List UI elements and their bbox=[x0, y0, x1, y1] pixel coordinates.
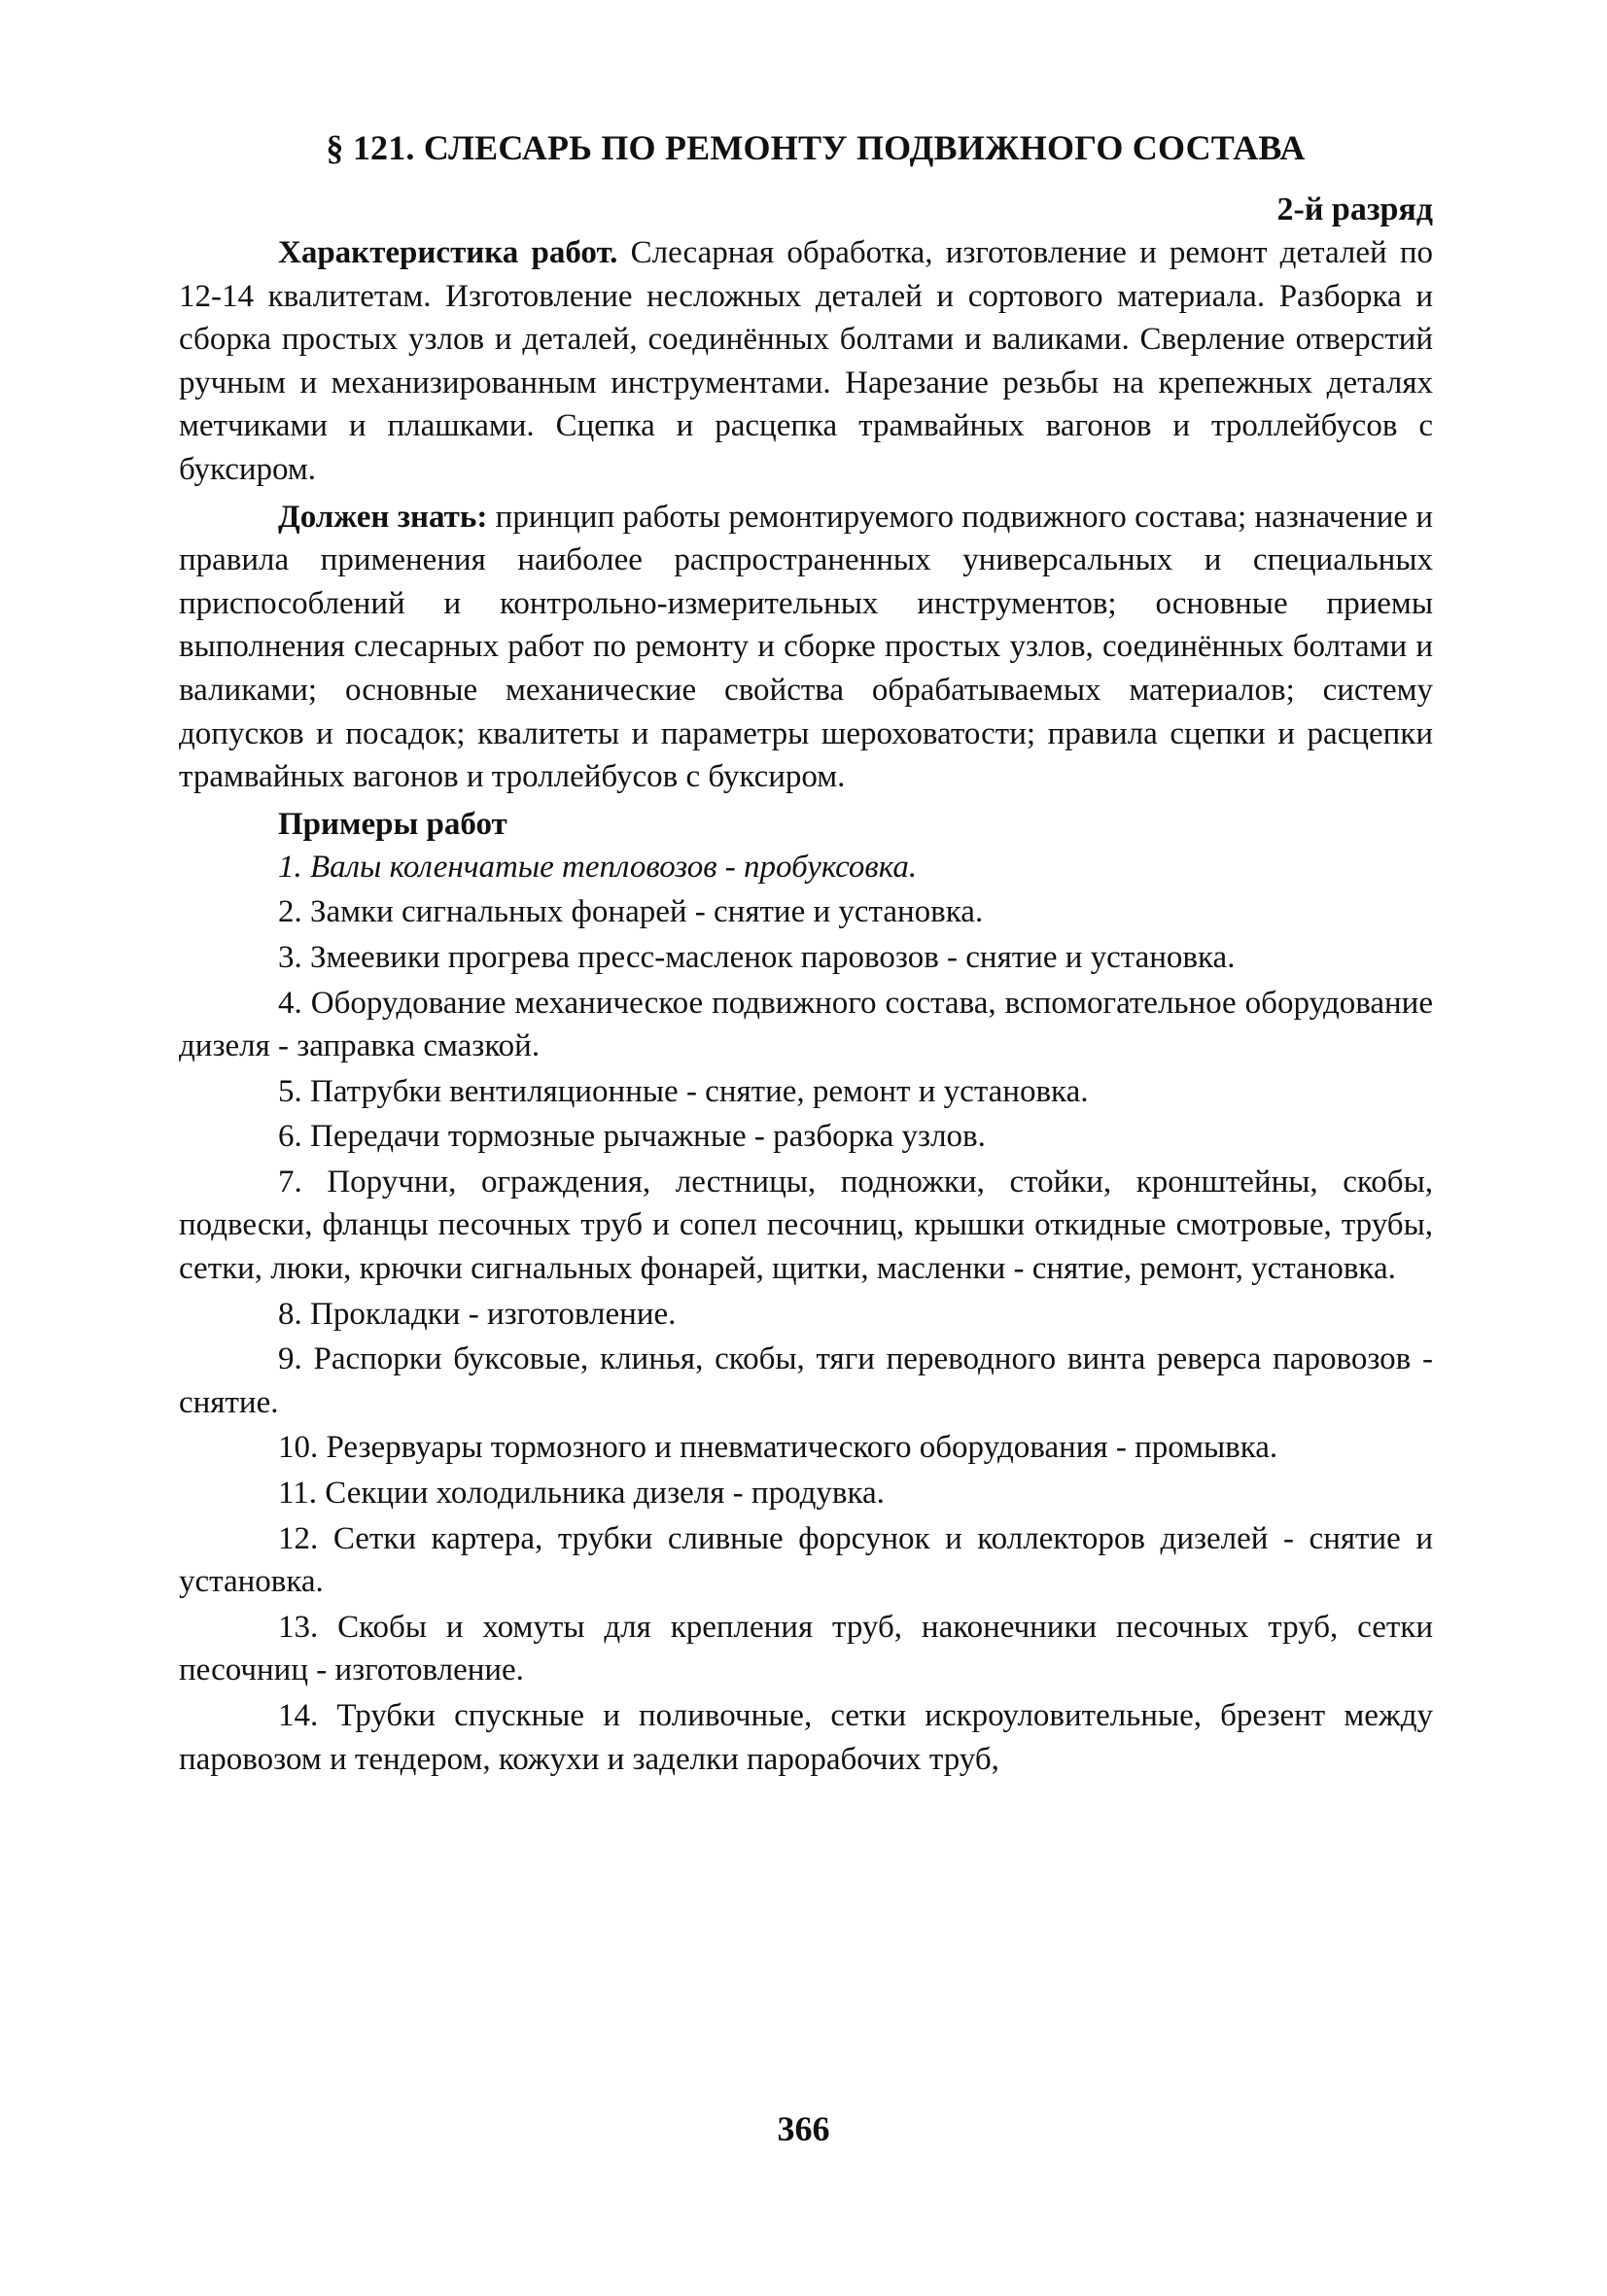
example-item: 9. Распорки буксовые, клинья, скобы, тяги переводного винта реверса паровозов - снятие. bbox=[179, 1341, 1433, 1420]
grade-heading: 2-й разряд bbox=[1276, 191, 1433, 227]
examples-list bbox=[179, 846, 1433, 1781]
example-item: 7. Поручни, ограждения, лестницы, подножки, стойки, кронштейны, скобы, подвески, фланцы песочных труб и сопел песочниц, крышки откидные смотровые, трубы, сетки, люки, крючки сигнальных фонарей, щитки, масленки - снятие, ремонт, установка. bbox=[179, 1164, 1433, 1287]
example-item: 6. Передачи тормозные рычажные - разборка узлов. bbox=[278, 1119, 986, 1155]
characteristics-text: Слесарная обработка, изготовление и ремонт деталей по 12-14 квалитетам. Изготовление несложных деталей и сортового материала. Разборка и сборка простых узлов и деталей, соединённых болтами и валиками. Сверление отверстий ручным и механизированным инструментами. Нарезание резьбы на крепежных деталях метчиками и плашками. Сцепка и расцепка трамвайных вагонов и троллейбусов с буксиром. bbox=[179, 235, 1433, 487]
example-item: 5. Патрубки вентиляционные - снятие, ремонт и установка. bbox=[278, 1073, 1089, 1109]
page-number: 366 bbox=[777, 2109, 830, 2148]
characteristics-lead: Характеристика работ. bbox=[278, 235, 618, 270]
example-item: 1. Валы коленчатые тепловозов - пробуксовка. bbox=[278, 849, 918, 885]
section-title: § 121. СЛЕСАРЬ ПО РЕМОНТУ ПОДВИЖНОГО СОСТАВА bbox=[326, 128, 1306, 167]
example-item: 2. Замки сигнальных фонарей - снятие и установка. bbox=[278, 894, 984, 930]
example-item: 12. Сетки картера, трубки сливные форсунок и коллекторов дизелей - снятие и установка. bbox=[179, 1520, 1433, 1600]
document-page bbox=[179, 126, 1433, 1783]
examples-heading: Примеры работ bbox=[278, 806, 507, 842]
characteristics-paragraph bbox=[179, 231, 1433, 492]
knowledge-text: принцип работы ремонтируемого подвижного состава; назначение и правила применения наиболее распространенных универсальных и специальных приспособлений и контрольно-измерительных инструментов; основные приемы выполнения слесарных работ по ремонту и сборке простых узлов, соединённых болтами и валиками; основные механические свойства обрабатываемых материалов; систему допусков и посадок; квалитеты и параметры шероховатости; правила сцепки и расцепки трамвайных вагонов и троллейбусов с буксиром. bbox=[179, 499, 1433, 795]
knowledge-lead: Должен знать: bbox=[278, 499, 488, 535]
example-item: 10. Резервуары тормозного и пневматического оборудования - промывка. bbox=[278, 1430, 1278, 1466]
example-item: 13. Скобы и хомуты для крепления труб, наконечники песочных труб, сетки песочниц - изготовление. bbox=[179, 1609, 1433, 1688]
example-item: 4. Оборудование механическое подвижного состава, вспомогательное оборудование дизеля - заправка смазкой. bbox=[179, 985, 1433, 1064]
example-item: 11. Секции холодильника дизеля - продувка. bbox=[278, 1476, 885, 1512]
example-item: 14. Трубки спускные и поливочные, сетки искроуловительные, брезент между паровозом и тендером, кожухи и заделки парорабочих труб, bbox=[179, 1698, 1433, 1777]
example-item: 3. Змеевики прогрева пресс-масленок паровозов - снятие и установка. bbox=[278, 939, 1236, 975]
knowledge-paragraph bbox=[179, 496, 1433, 799]
example-item: 8. Прокладки - изготовление. bbox=[278, 1296, 677, 1332]
